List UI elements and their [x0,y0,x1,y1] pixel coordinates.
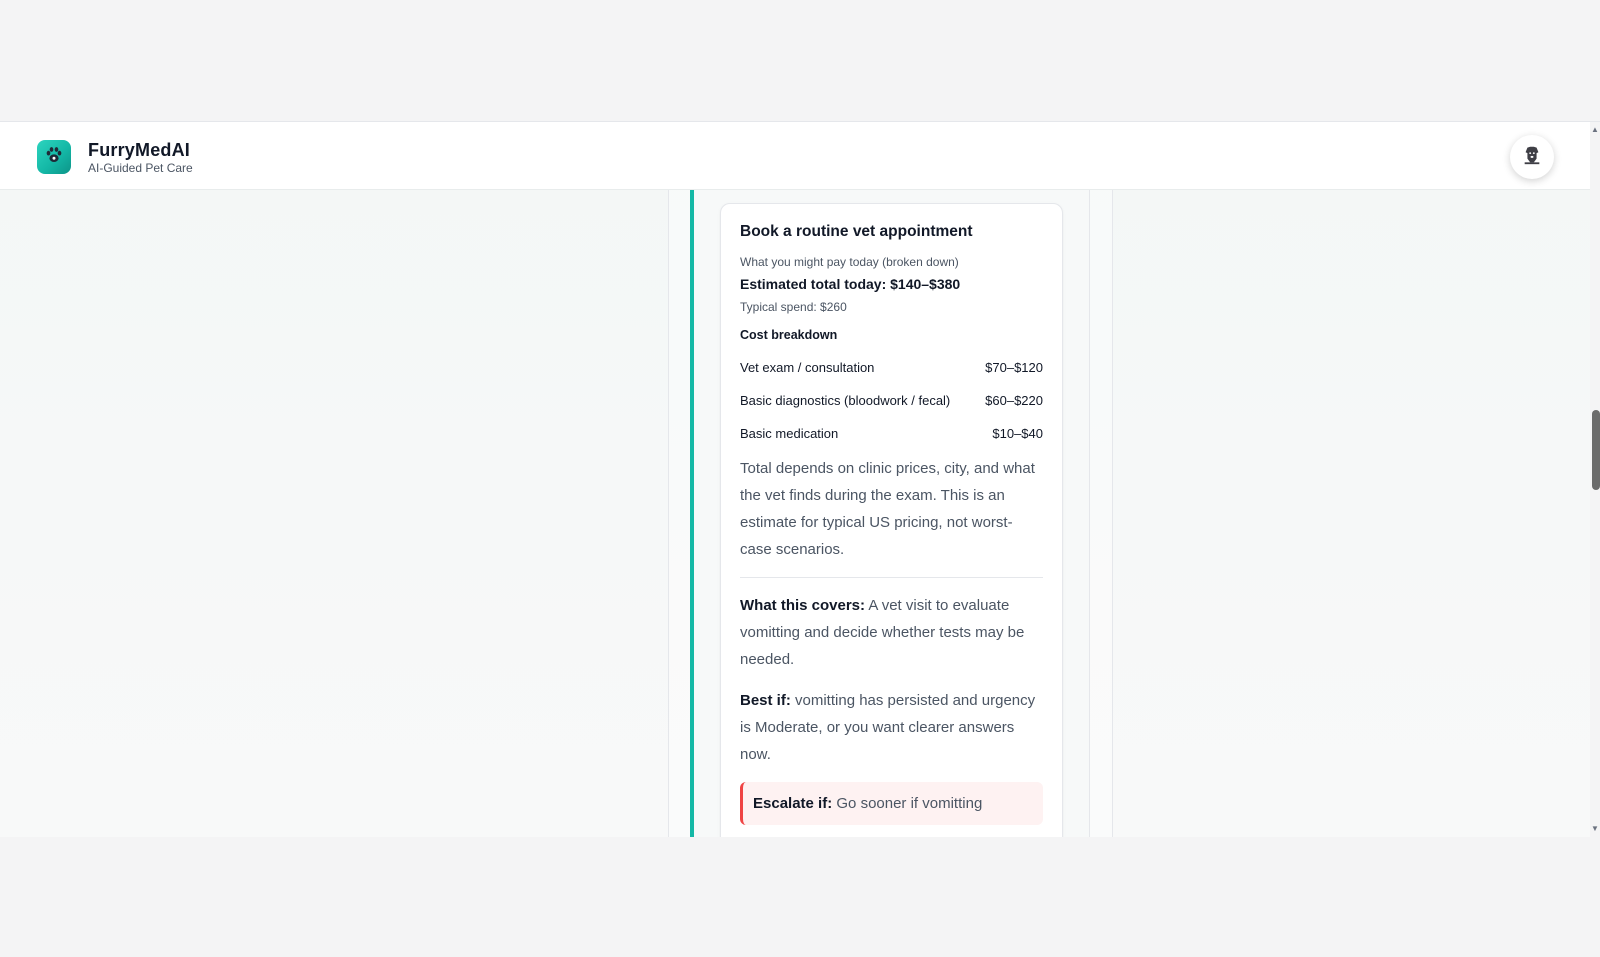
scroll-up-arrow[interactable]: ▲ [1591,125,1599,134]
app-header [0,122,1590,190]
vet-appointment-card [720,203,1063,837]
escalate-label: Escalate if: [753,795,833,812]
user-avatar-button[interactable] [1510,135,1554,179]
cost-amount: $70–$120 [985,360,1043,375]
app-viewport [0,121,1600,837]
scroll-thumb[interactable] [1592,410,1600,490]
cost-row [740,351,1043,384]
cost-label: Vet exam / consultation [740,360,875,375]
cost-amount: $60–$220 [985,393,1043,408]
best-if-paragraph [740,687,1043,768]
best-if-label: Best if: [740,692,791,709]
cost-label: Basic medication [740,426,839,441]
brand-tagline: AI-Guided Pet Care [88,161,193,175]
covers-paragraph [740,592,1043,673]
scroll-down-arrow[interactable]: ▼ [1591,824,1599,833]
dog-avatar-icon [1521,144,1543,171]
card-title: Book a routine vet appointment [740,223,973,240]
covers-label: What this covers: [740,597,866,614]
typical-spend: Typical spend: $260 [740,300,847,314]
pay-caption: What you might pay today (broken down) [740,255,959,269]
covers-text: A vet visit to evaluate vomitting and decide whether tests may be needed. [740,597,1025,668]
cost-label: Basic diagnostics (bloodwork / fecal) [740,393,951,408]
estimated-total: Estimated total today: $140–$380 [740,276,961,292]
estimate-note: Total depends on clinic prices, city, and what the vet finds during the exam. This is an estimate for typical US pricing, not worst-case scenarios. [740,455,1043,578]
cost-row [740,384,1043,417]
cost-amount: $10–$40 [992,426,1043,441]
breakdown-title: Cost breakdown [740,328,838,342]
cost-row [740,417,1043,450]
app-logo[interactable] [37,140,71,174]
brand-name: FurryMedAI [88,140,191,160]
escalate-text: Go sooner if vomitting [832,795,983,812]
paw-icon [43,144,65,171]
best-if-text: vomitting has persisted and urgency is Moderate, or you want clearer answers now. [740,692,1036,763]
escalate-callout [740,782,1043,825]
vertical-scrollbar[interactable] [1590,122,1600,837]
